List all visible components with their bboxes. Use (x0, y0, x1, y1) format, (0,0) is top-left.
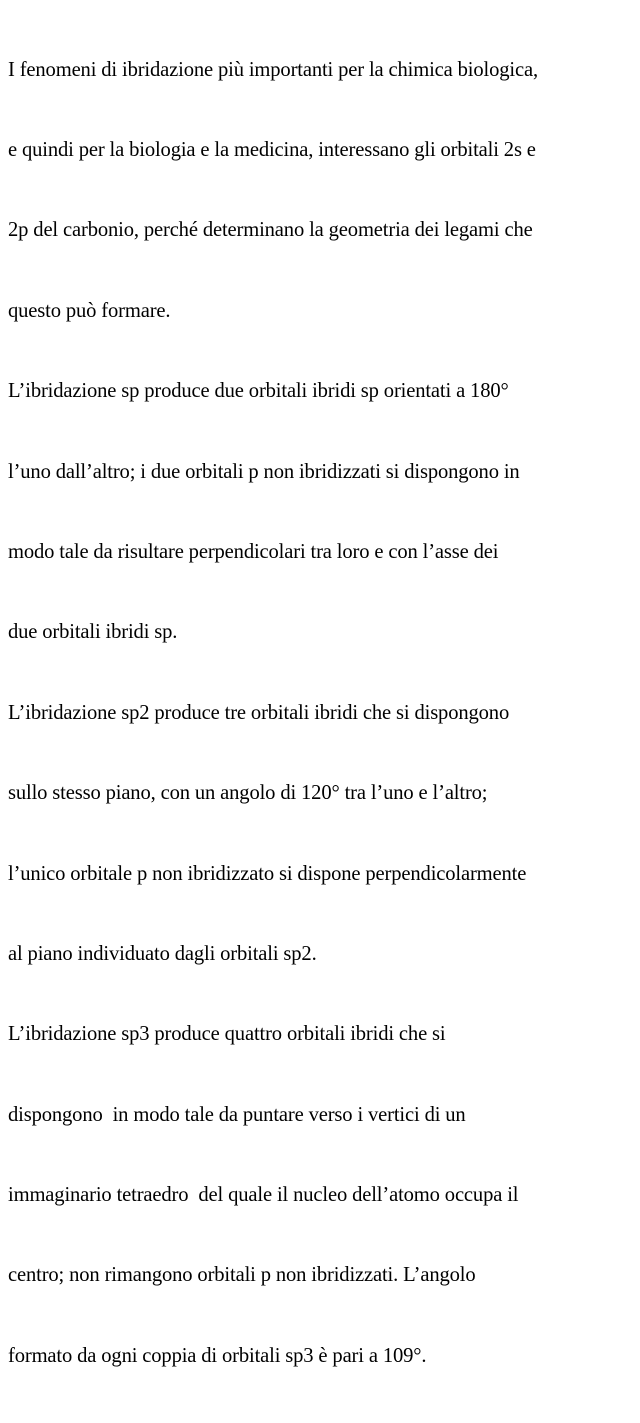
text-line-sp3-3: immaginario tetraedro del quale il nucleo dell’atomo occupa il (8, 1184, 519, 1207)
text-line-sp3-5: formato da ogni coppia di orbitali sp3 è pari a 109°. (8, 1344, 427, 1367)
text-line-sp-2: l’uno dall’altro; i due orbitali p non ibridizzati si dispongono in (8, 460, 520, 483)
text-line-intro-4: questo può formare. (8, 299, 171, 322)
text-line-sp-3: modo tale da risultare perpendicolari tra loro e con l’asse dei (8, 540, 499, 563)
text-line-sp2-3: l’unico orbitale p non ibridizzato si dispone perpendicolarmente (8, 862, 527, 885)
text-line-intro-1: I fenomeni di ibridazione più importanti per la chimica biologica, (8, 58, 538, 81)
text-line-sp3-1: L’ibridazione sp3 produce quattro orbitali ibridi che si (8, 1023, 446, 1046)
text-line-sp3-4: centro; non rimangono orbitali p non ibridizzati. L’angolo (8, 1264, 476, 1287)
text-line-intro-3: 2p del carbonio, perché determinano la geometria dei legami che (8, 219, 533, 242)
text-line-sp3-2: dispongono in modo tale da puntare verso i vertici di un (8, 1103, 466, 1126)
text-line-sp2-4: al piano individuato dagli orbitali sp2. (8, 942, 317, 965)
text-line-intro-2: e quindi per la biologia e la medicina, interessano gli orbitali 2s e (8, 138, 536, 161)
text-line-sp2-1: L’ibridazione sp2 produce tre orbitali ibridi che si dispongono (8, 701, 510, 724)
text-line-sp2-2: sullo stesso piano, con un angolo di 120° tra l’uno e l’altro; (8, 782, 488, 805)
text-line-sp-4: due orbitali ibridi sp. (8, 621, 178, 644)
body-text (8, 3, 636, 1423)
text-line-sp-1: L’ibridazione sp produce due orbitali ibridi sp orientati a 180° (8, 380, 509, 403)
